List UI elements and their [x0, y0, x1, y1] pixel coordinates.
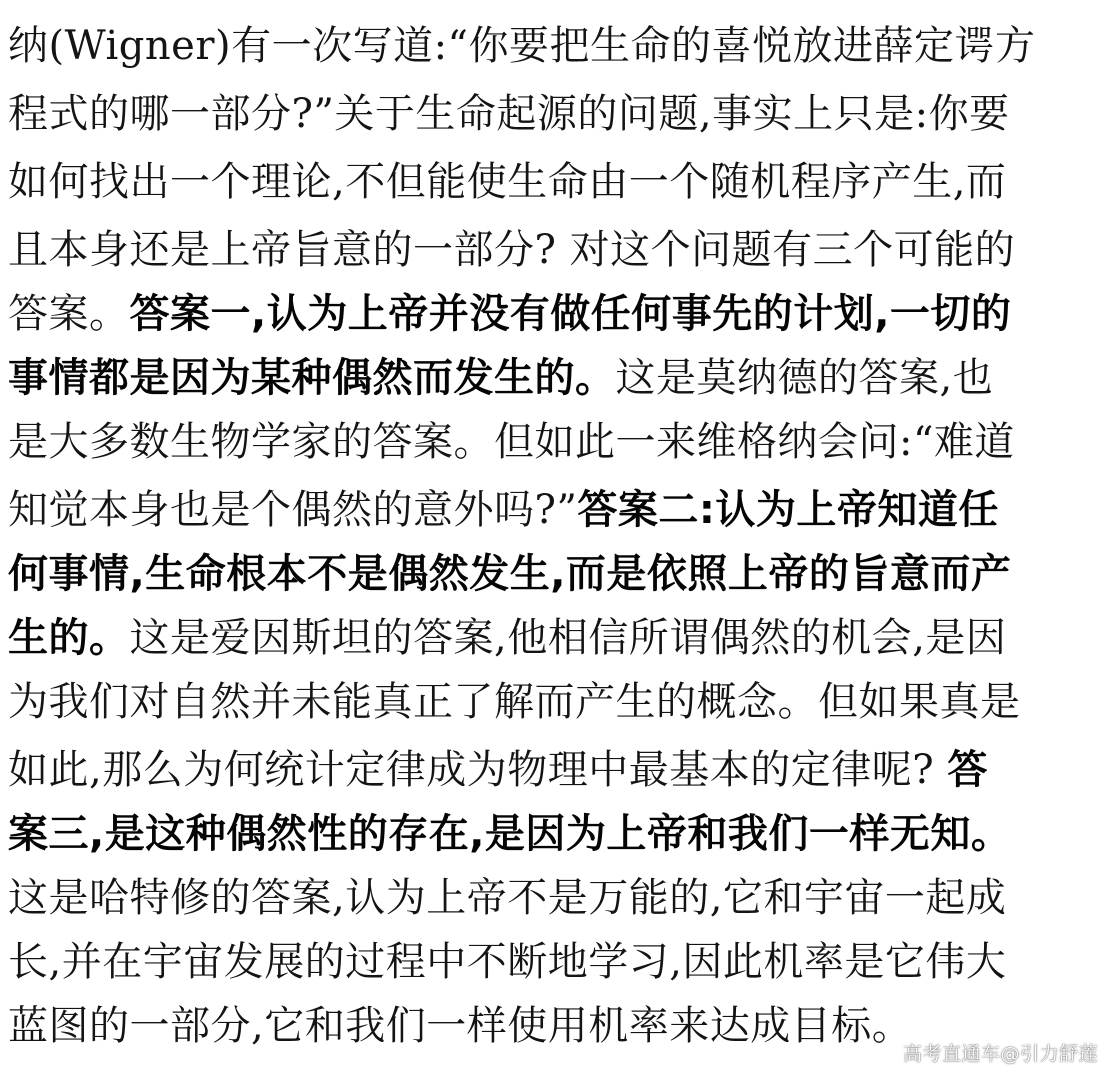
- text-segment: 纳(Wigner)有一次写道:“你要把生命的喜悦放进薛定谔方: [8, 23, 1036, 69]
- watermark: 高考直通车@引力舒莲: [902, 1043, 1098, 1065]
- text-segment: 为我们对自然并未能真正了解而产生的概念。但如果真是: [8, 679, 1021, 725]
- text-line: [8, 868, 1108, 928]
- text-line: [8, 740, 1108, 800]
- text-segment: 这是哈特修的答案,认为上帝不是万能的,它和宇宙一起成: [8, 875, 1007, 921]
- text-line: [8, 16, 1108, 76]
- bold-text-segment: 答案一,认为上帝并没有做任何事先的计划,一切的: [129, 291, 1012, 337]
- text-segment: 如何找出一个理论,不但能使生命由一个随机程序产生,而: [8, 159, 1007, 205]
- text-line: [8, 412, 1108, 472]
- text-segment: 长,并在宇宙发展的过程中不断地学习,因此机率是它伟大: [8, 939, 1007, 985]
- text-line: [8, 804, 1108, 864]
- bold-text-segment: 答: [947, 747, 988, 793]
- bold-text-segment: 生的。: [8, 615, 130, 661]
- text-segment: 且本身还是上帝旨意的一部分? 对这个问题有三个可能的: [8, 227, 1016, 273]
- text-segment: 这是爱因斯坦的答案,他相信所谓偶然的机会,是因: [129, 615, 1007, 661]
- text-segment: 如此,那么为何统计定律成为物理中最基本的定律呢?: [8, 747, 948, 793]
- text-segment: 是大多数生物学家的答案。但如此一来维格纳会问:“难道: [8, 419, 1015, 465]
- text-segment: 答案。: [8, 291, 130, 337]
- text-line: [8, 672, 1108, 732]
- bold-text-segment: 答案二:认为上帝知道任: [577, 487, 999, 533]
- text-line: [8, 84, 1108, 144]
- text-segment: 蓝图的一部分,它和我们一样使用机率来达成目标。: [8, 1003, 913, 1049]
- text-line: [8, 284, 1108, 344]
- bold-text-segment: 案三,是这种偶然性的存在,是因为上帝和我们一样无知。: [8, 811, 1012, 857]
- bold-text-segment: 事情都是因为某种偶然而发生的。: [8, 355, 616, 401]
- text-segment: 这是莫纳德的答案,也: [615, 355, 994, 401]
- text-line: [8, 932, 1108, 992]
- bold-text-segment: 何事情,生命根本不是偶然发生,而是依照上帝的旨意而产: [8, 551, 1012, 597]
- text-segment: 程式的哪一部分?”关于生命起源的问题,事实上只是:你要: [8, 91, 1010, 137]
- text-line: [8, 608, 1108, 668]
- text-line: [8, 152, 1108, 212]
- text-segment: 知觉本身也是个偶然的意外吗?”: [8, 487, 578, 533]
- text-line: [8, 220, 1108, 280]
- text-line: [8, 480, 1108, 540]
- text-line: [8, 544, 1108, 604]
- text-line: [8, 348, 1108, 408]
